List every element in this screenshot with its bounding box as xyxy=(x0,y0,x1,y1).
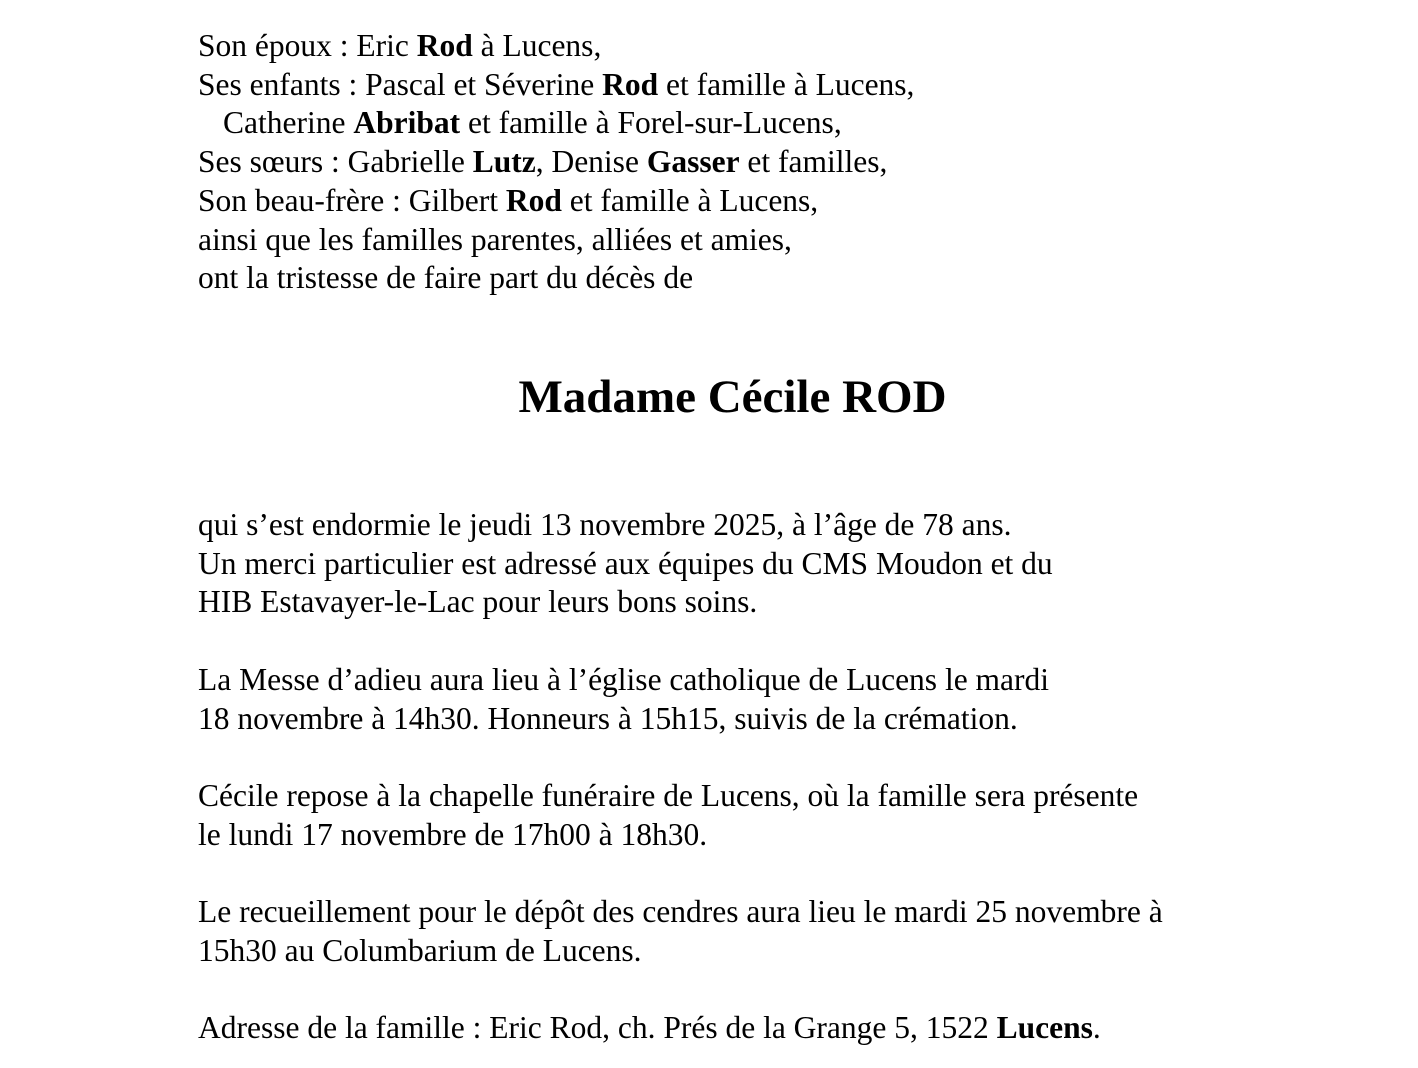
family-intro-paragraph xyxy=(198,27,914,298)
text-line xyxy=(198,104,914,143)
text-segment: Adresse de la famille : Eric Rod, ch. Prés de la Grange 5, 1522 xyxy=(198,1010,997,1046)
announcement-body xyxy=(198,506,1163,1048)
text-segment: Ses sœurs : Gabrielle xyxy=(198,144,473,180)
emphasized-name-segment: Rod xyxy=(416,28,473,63)
text-line xyxy=(198,700,1163,739)
emphasized-name-segment: Rod xyxy=(505,182,562,218)
text-line xyxy=(198,259,914,298)
text-segment: Catherine xyxy=(223,105,354,141)
text-segment: et famille à Forel-sur-Lucens, xyxy=(460,105,842,141)
text-segment: Son beau-frère : Gilbert xyxy=(198,182,506,218)
text-segment: Le recueillement pour le dépôt des cendres aura lieu le mardi 25 novembre à xyxy=(198,893,1163,929)
text-segment: Un merci particulier est adressé aux équipes du CMS Moudon et du xyxy=(198,545,1053,581)
emphasized-name-segment: Lucens xyxy=(996,1010,1093,1046)
text-segment: HIB Estavayer-le-Lac pour leurs bons soins. xyxy=(198,584,758,620)
emphasized-name-segment: Gasser xyxy=(646,144,740,180)
text-segment: 18 novembre à 14h30. Honneurs à 15h15, suivis de la crémation. xyxy=(198,700,1018,736)
text-line xyxy=(198,777,1163,816)
text-line xyxy=(198,583,1163,622)
emphasized-name-segment: Rod xyxy=(602,66,659,102)
paragraph xyxy=(198,661,1163,738)
text-segment: Son époux : Eric xyxy=(198,28,417,63)
text-line xyxy=(198,545,1163,584)
text-line xyxy=(198,816,1163,855)
text-line xyxy=(198,661,1163,700)
text-segment: et famille à Lucens, xyxy=(561,182,819,218)
text-line xyxy=(198,182,914,221)
text-line xyxy=(198,27,914,66)
paragraph xyxy=(198,893,1163,970)
text-line xyxy=(198,221,914,260)
deceased-name-title: Madame Cécile ROD xyxy=(518,371,947,423)
text-segment: qui s’est endormie le jeudi 13 novembre 2025, à l’âge de 78 ans. xyxy=(198,507,1012,542)
text-line xyxy=(198,893,1163,932)
text-line xyxy=(198,66,914,105)
text-segment: ont la tristesse de faire part du décès de xyxy=(198,260,694,296)
text-segment: à Lucens, xyxy=(472,28,602,63)
text-segment: et famille à Lucens, xyxy=(658,66,915,102)
paragraph xyxy=(198,777,1163,854)
text-segment: ainsi que les familles parentes, alliées et amies, xyxy=(198,221,792,257)
text-segment: , Denise xyxy=(535,144,647,180)
text-segment: le lundi 17 novembre de 17h00 à 18h30. xyxy=(198,816,708,852)
text-segment: Ses enfants : Pascal et Séverine xyxy=(198,66,603,102)
text-segment: Cécile repose à la chapelle funéraire de Lucens, où la famille sera présente xyxy=(198,777,1139,813)
paragraph xyxy=(198,506,1163,622)
text-segment: La Messe d’adieu aura lieu à l’église catholique de Lucens le mardi xyxy=(198,661,1050,697)
text-line xyxy=(198,1009,1163,1048)
text-line xyxy=(198,143,914,182)
text-line xyxy=(198,506,1163,545)
text-line xyxy=(198,932,1163,971)
emphasized-name-segment: Abribat xyxy=(353,105,461,141)
text-segment: et familles, xyxy=(739,144,888,180)
emphasized-name-segment: Lutz xyxy=(472,144,536,180)
text-segment: . xyxy=(1092,1010,1101,1046)
text-segment: 15h30 au Columbarium de Lucens. xyxy=(198,932,642,968)
paragraph xyxy=(198,1009,1163,1048)
